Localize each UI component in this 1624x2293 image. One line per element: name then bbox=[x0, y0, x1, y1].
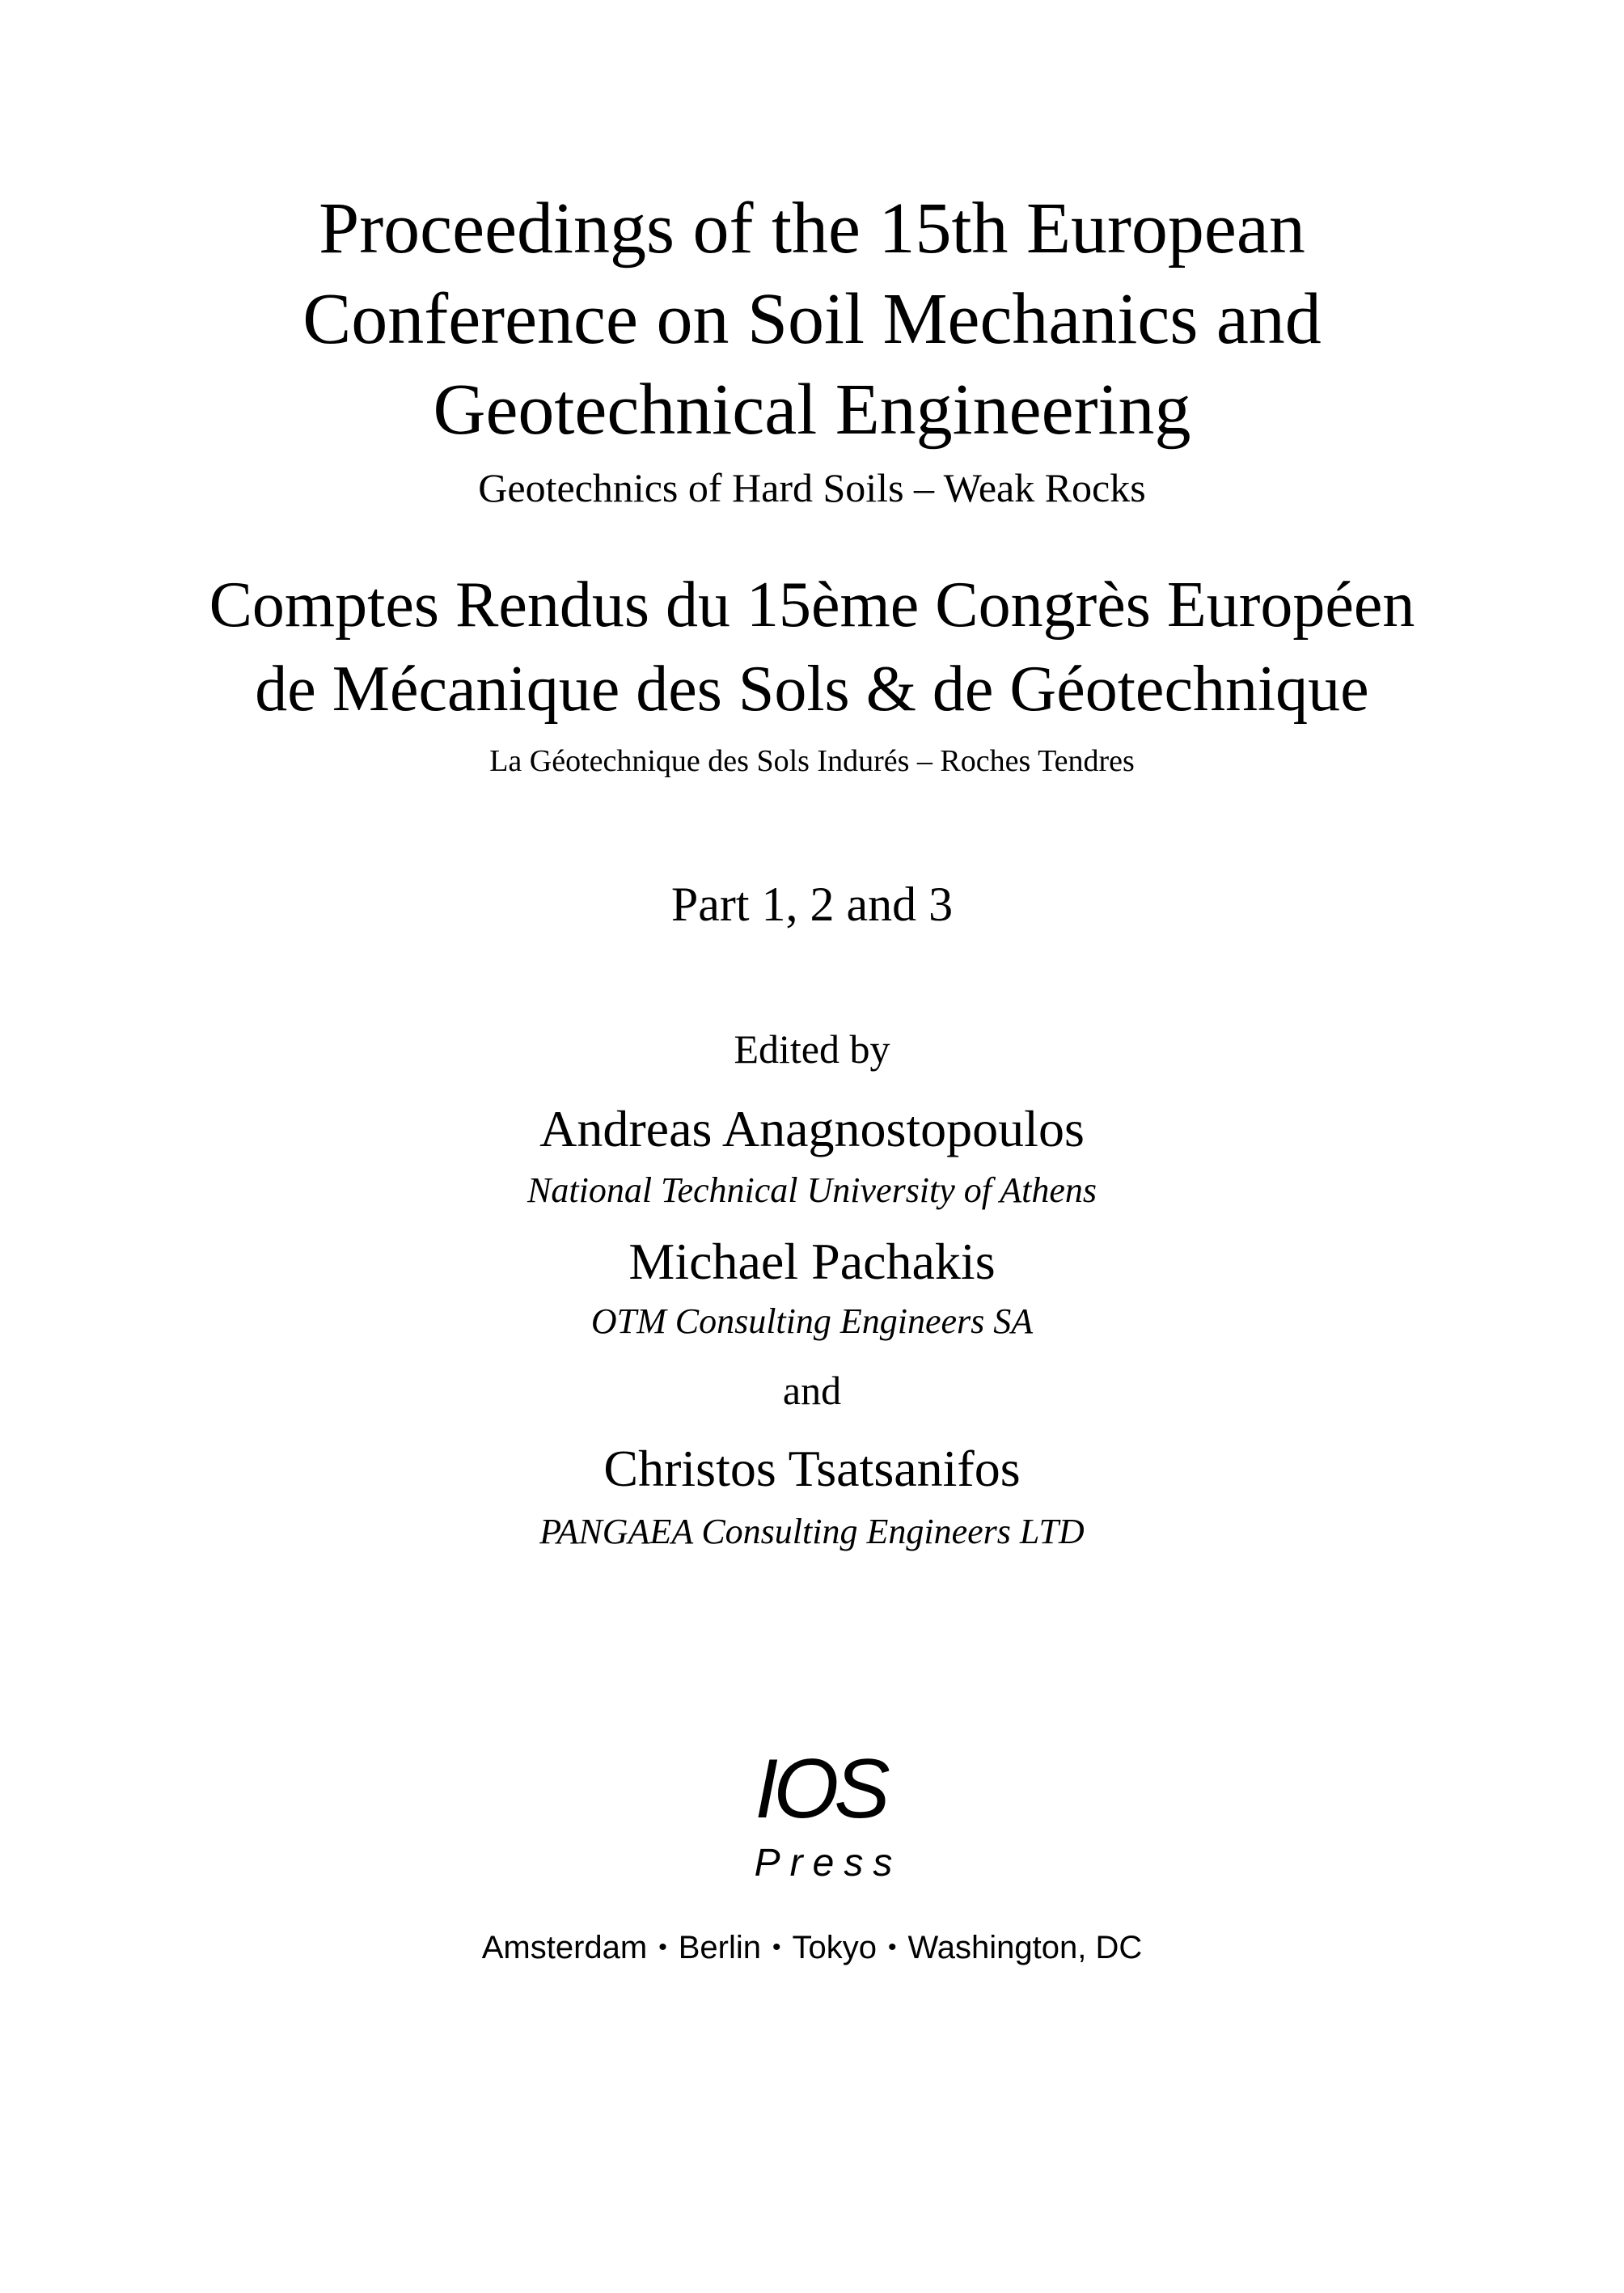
editor-affiliation: National Technical University of Athens bbox=[527, 1170, 1097, 1210]
title-en-line-2: Conference on Soil Mechanics and bbox=[302, 279, 1322, 359]
editor-name: Andreas Anagnostopoulos bbox=[539, 1100, 1085, 1157]
subtitle-fr: La Géotechnique des Sols Indurés – Roches Tendres bbox=[489, 744, 1135, 778]
title-fr-line-1: Comptes Rendus du 15ème Congrès Européen bbox=[209, 569, 1415, 641]
publisher-logo bbox=[731, 1742, 909, 1901]
title-fr-line-2: de Mécanique des Sols & de Géotechnique bbox=[255, 654, 1369, 725]
publisher-logo-sub: Press bbox=[754, 1842, 903, 1885]
title-en-line-1: Proceedings of the 15th European bbox=[319, 188, 1305, 269]
bullet-separator-icon: • bbox=[888, 1934, 897, 1961]
editor-name: Christos Tsatsanifos bbox=[603, 1440, 1021, 1497]
and-conjunction: and bbox=[782, 1368, 842, 1413]
city: Amsterdam bbox=[481, 1930, 648, 1965]
city: Berlin bbox=[678, 1930, 761, 1965]
publisher-cities bbox=[0, 1931, 1624, 1964]
bullet-separator-icon: • bbox=[658, 1934, 667, 1961]
editor-name: Michael Pachakis bbox=[628, 1233, 996, 1290]
city: Tokyo bbox=[792, 1930, 878, 1965]
title-en-line-3: Geotechnical Engineering bbox=[433, 370, 1191, 450]
editor-affiliation: PANGAEA Consulting Engineers LTD bbox=[539, 1512, 1085, 1551]
publisher-logo-main: IOS bbox=[755, 1742, 886, 1836]
subtitle-en: Geotechnics of Hard Soils – Weak Rocks bbox=[478, 465, 1146, 510]
city: Washington, DC bbox=[907, 1930, 1143, 1965]
edited-by-label: Edited by bbox=[734, 1026, 890, 1072]
parts-label: Part 1, 2 and 3 bbox=[670, 878, 954, 931]
editor-affiliation: OTM Consulting Engineers SA bbox=[590, 1301, 1034, 1341]
bullet-separator-icon: • bbox=[772, 1934, 781, 1961]
